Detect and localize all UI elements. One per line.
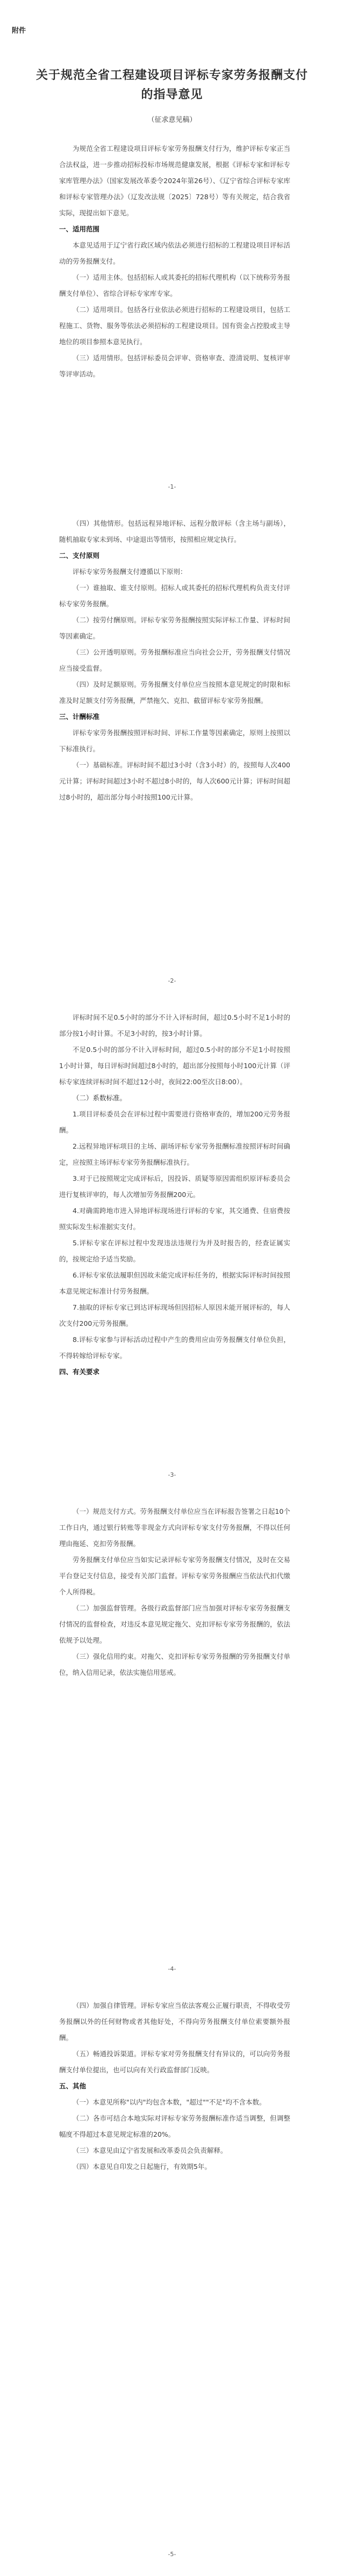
paragraph: （四）其他情形。包括远程异地评标、远程分散评标（含主场与副场），随机抽取专家未到场、中途退出等情形，按照相应规定执行。 — [59, 519, 290, 543]
section-heading: 二、支付原则 — [59, 552, 100, 560]
body-section-2 — [59, 516, 290, 806]
paragraph: 4.对确需跨地市进入异地评标现场进行评标的专家，其交通费、住宿费按照实际发生标准据实支付。 — [59, 1207, 290, 1231]
paragraph: 劳务报酬支付单位应当如实记录评标专家劳务报酬支付情况，及时在交易平台登记支付信息，接受有关部门监督。评标专家劳务报酬应当依法代扣代缴个人所得税。 — [59, 1556, 290, 1596]
paragraph: 1.项目评标委员会在评标过程中需要进行资格审查的，增加200元劳务报酬。 — [59, 1110, 290, 1134]
body-section-5 — [59, 1998, 290, 2175]
paragraph: （一）谁抽取、谁支付原则。招标人或其委托的招标代理机构负责支付评标专家劳务报酬。 — [59, 584, 290, 608]
paragraph: 8.评标专家参与评标活动过程中产生的费用应由劳务报酬支付单位负担，不得转嫁给评标专家。 — [59, 1336, 290, 1360]
document-title: 关于规范全省工程建设项目评标专家劳务报酬支付的指导意见 — [35, 68, 308, 101]
paragraph: （四）加强自律管理。评标专家应当依法客观公正履行职责，不得收受劳务报酬以外的任何财物或者其他好处，不得向劳务报酬支付单位索要额外报酬。 — [59, 2001, 290, 2042]
paragraph: 5.评标专家在评标过程中发现违法违规行为并及时报告的，经查证属实的，按规定给予适当奖励。 — [59, 1239, 290, 1263]
paragraph: （五）畅通投诉渠道。评标专家对劳务报酬支付有异议的，可以向劳务报酬支付单位提出，也可以向有关行政监督部门反映。 — [59, 2050, 290, 2074]
page-number: -2- — [168, 977, 176, 984]
paragraph: 评标专家劳务报酬支付遵循以下原则： — [73, 568, 187, 576]
paragraph: 本意见适用于辽宁省行政区域内依法必须进行招标的工程建设项目评标活动的劳务报酬支付。 — [59, 241, 290, 265]
page-number: -4- — [168, 1965, 176, 1972]
paragraph: （二）各市可结合本地实际对评标专家劳务报酬标准作适当调整，但调整幅度不得超过本意见规定标准的20%。 — [59, 2114, 290, 2138]
paragraph: （四）及时足额原则。劳务报酬支付单位应当按照本意见规定的时限和标准及时足额支付劳务报酬，严禁拖欠、克扣、截留评标专家劳务报酬。 — [59, 680, 290, 705]
section-heading: 一、适用范围 — [59, 225, 100, 233]
section-heading: 五、其他 — [59, 2082, 87, 2090]
paragraph: （一）规范支付方式。劳务报酬支付单位应当在评标报告签署之日起10个工作日内，通过银行转账等非现金方式向评标专家支付劳务报酬，不得以任何理由拖延、克扣劳务报酬。 — [59, 1507, 290, 1548]
paragraph: （二）加强监督管理。各级行政监督部门应当加强对评标专家劳务报酬支付情况的监督检查，对违反本意见规定拖欠、克扣评标专家劳务报酬的，依法依规予以处理。 — [59, 1604, 290, 1644]
body-section-4 — [59, 1504, 290, 1681]
body-section-3 — [59, 1010, 290, 1380]
paragraph: （三）强化信用约束。对拖欠、克扣评标专家劳务报酬的劳务报酬支付单位，纳入信用记录，依法实施信用惩戒。 — [59, 1652, 290, 1677]
attachment-label: 附件 — [12, 27, 26, 35]
paragraph: （三）适用情形。包括评标委员会评审、资格审查、澄清说明、复核评审等评审活动。 — [59, 354, 290, 378]
subsection-heading: （二）系数标准。 — [73, 1094, 127, 1102]
paragraph: （二）按劳付酬原则。评标专家劳务报酬按照实际评标工作量、评标时间等因素确定。 — [59, 616, 290, 640]
page-number: -5- — [168, 2551, 176, 2558]
paragraph: （二）适用项目。包括各行业依法必须进行招标的工程建设项目，包括工程施工、货物、服务等依法必须招标的工程建设项目。国有资金占控股或主导地位的项目参照本意见执行。 — [59, 306, 290, 346]
page-number: -1- — [168, 483, 176, 490]
paragraph: 不足0.5小时的部分不计入评标时间，超过0.5小时的部分不足1小时按照1小时计算，每日评标时间超过8小时的，超出部分按照每小时100元计算（评标专家连续评标时间不超过12小时，夜间22:00至次日8:00）。 — [59, 1046, 290, 1086]
paragraph: 评标专家劳务报酬按照评标时间、评标工作量等因素确定，原则上按照以下标准执行。 — [59, 729, 290, 753]
paragraph: 为规范全省工程建设项目评标专家劳务报酬支付行为，维护评标专家正当合法权益，进一步推动招标投标市场规范健康发展，根据《评标专家和评标专家库管理办法》（国家发展改革委令2024年第26号）、《辽宁省综合评标专家库和评标专家管理办法》（辽发改法规〔2025〕728号）等有关规定，结合我省实际，现提出如下意见。 — [59, 144, 290, 217]
paragraph: （一）本意见所称"以内"均包含本数，"超过""不足"均不含本数。 — [73, 2098, 266, 2106]
paragraph: （一）基础标准。评标时间不超过3小时（含3小时）的，按照每人次400元计算；评标时间超过3小时不超过8小时的，每人次600元计算；评标时间超过8小时的，超出部分每小时按照100元计算。 — [59, 761, 290, 801]
paragraph: 评标时间不足0.5小时的部分不计入评标时间，超过0.5小时不足1小时的部分按1小时计算。不足3小时的，按3小时计算。 — [59, 1013, 290, 1037]
paragraph: 6.评标专家依法履职但因故未能完成评标任务的，根据实际评标时间按照本意见规定标准计付劳务报酬。 — [59, 1271, 290, 1295]
page-number: -3- — [168, 1471, 176, 1478]
paragraph: （一）适用主体。包括招标人或其委托的招标代理机构（以下统称劳务报酬支付单位）、省综合评标专家库专家。 — [59, 273, 290, 297]
paragraph: （三）公开透明原则。劳务报酬标准应当向社会公开，劳务报酬支付情况应当接受监督。 — [59, 648, 290, 672]
paragraph: （三）本意见由辽宁省发展和改革委员会负责解释。 — [73, 2146, 227, 2154]
paragraph: （四）本意见自印发之日起施行，有效期5年。 — [73, 2163, 211, 2171]
body-section-1 — [59, 141, 290, 382]
paragraph: 3.对于已按照规定完成评标后，因投诉、质疑等原因需组织原评标委员会进行复核评审的，每人次增加劳务报酬200元。 — [59, 1174, 290, 1199]
document-subtitle: （征求意见稿） — [147, 116, 197, 124]
section-heading: 四、有关要求 — [59, 1368, 100, 1376]
section-heading: 三、计酬标准 — [59, 713, 100, 721]
paragraph: 2.远程异地评标项目的主场、副场评标专家劳务报酬标准按照评标时间确定，应按照主场评标专家劳务报酬标准执行。 — [59, 1142, 290, 1166]
paragraph: 7.抽取的评标专家已到达评标现场但因招标人原因未能开展评标的，每人次支付200元劳务报酬。 — [59, 1303, 290, 1327]
